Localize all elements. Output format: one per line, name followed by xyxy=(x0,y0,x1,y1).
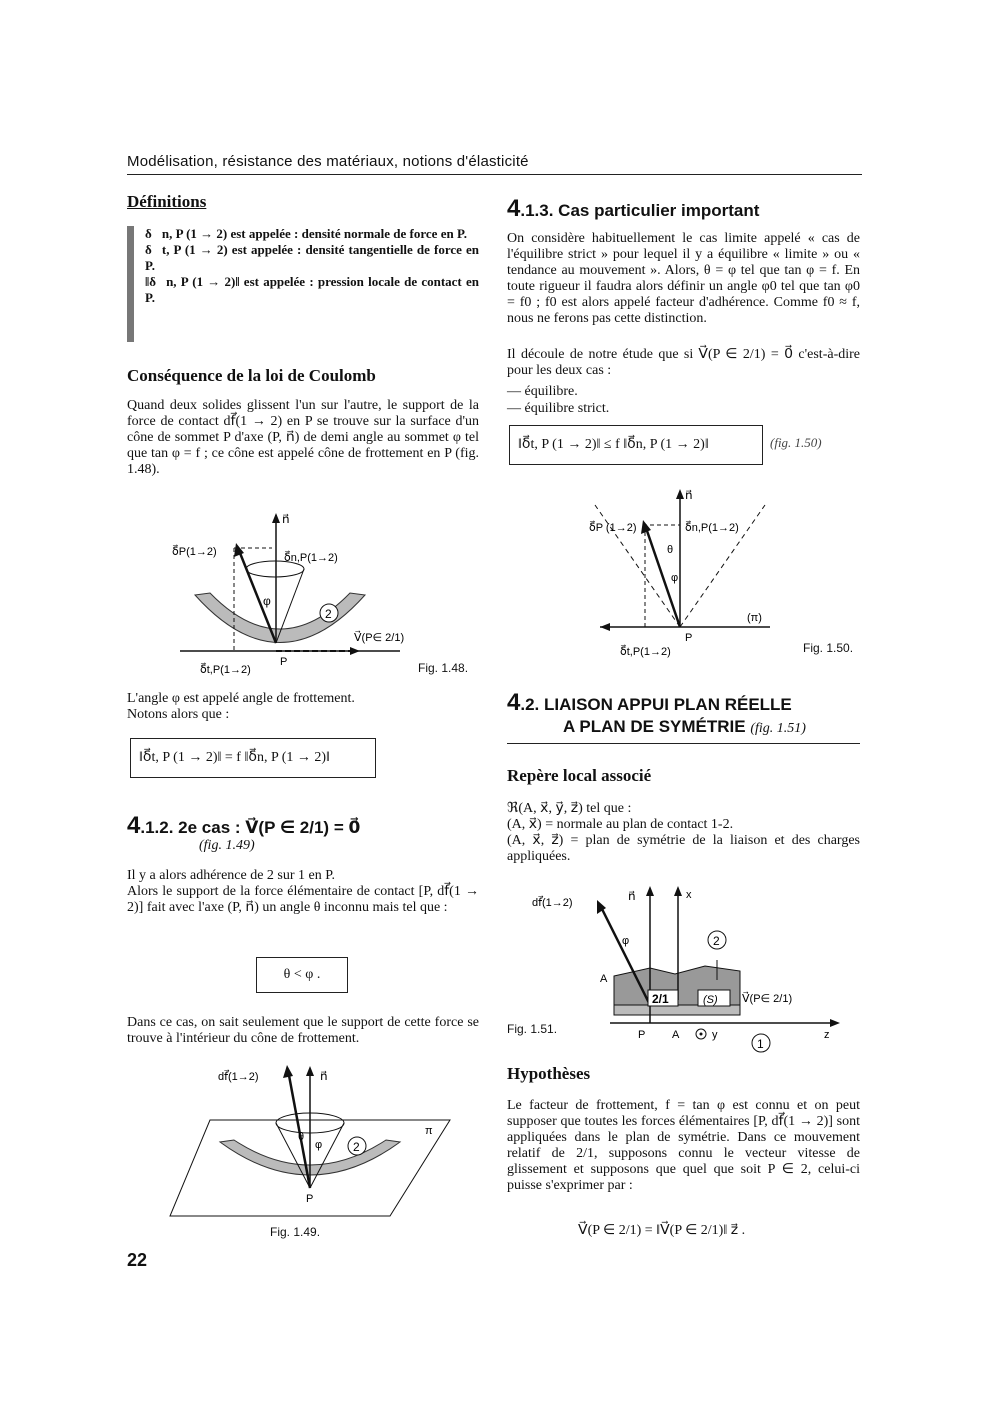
header-rule xyxy=(127,174,862,175)
label-x: x xyxy=(686,889,692,901)
repere-title: Repère local associé xyxy=(507,766,652,785)
label-2: 2 xyxy=(325,607,332,621)
equation-box-3: ‖δ⃗t, P (1 → 2)‖ ≤ f ‖δ⃗n, P (1 → 2)‖ xyxy=(509,425,763,465)
section-4-1-3-text-1: On considère habituellement le cas limite appelé « cas de l'équilibre strict » pour lequel il y a équilibre « limite » ou « tendance au mouvement ». Alors, θ = φ tel que tan φ = f. En toute rigueur il faudra alors définir un angle φ0 tel que tan φ0 = f0 ; f0 est alors appelé facteur d'adhérence. Comme f0 ≈ f, nous ne ferons pas cette distinction. xyxy=(507,231,860,326)
label-y: y xyxy=(712,1029,718,1041)
normal-arrowhead xyxy=(306,1066,314,1076)
case-equilibre: — équilibre. xyxy=(507,384,578,399)
section-4-2-rule xyxy=(507,743,860,744)
label-p: P xyxy=(685,632,693,644)
figure-1-51 xyxy=(530,880,860,1060)
label-dp: δ⃗P(1→2) xyxy=(172,546,217,558)
label-dtp: δ⃗t,P(1→2) xyxy=(200,664,251,676)
hypotheses-text: Le facteur de frottement, f = tan φ est connu et on peut supposer que toutes les forces élémentaires [P, df⃗(1 → 2)] sont appliquées dans le plan de symétrie. Dans ce mouvement relatif de 2/1, supposons connu le vecteur vitesse de glissement et supposons que quel que soit P ∈ 2, celui-ci puisse s'exprimer par : xyxy=(507,1098,860,1193)
section-4-1-3-text-2: Il découle de notre étude que si V⃗(P ∈ 2/1) = 0⃗ c'est-à-dire pour les deux cas : xyxy=(507,347,860,378)
y-axis-dot xyxy=(700,1033,703,1036)
case-2-text-1: Il y a alors adhérence de 2 sur 1 en P. xyxy=(127,868,335,883)
repere-line-3: (A, x⃗, z⃗) = plan de symétrie de la liaison et des charges appliquées. xyxy=(507,833,860,864)
label-v: V⃗(P∈ 2/1) xyxy=(354,632,405,644)
normal-arrowhead xyxy=(272,513,280,523)
label-a-bottom: A xyxy=(672,1029,680,1041)
case-2-heading xyxy=(127,812,360,841)
normal-arrowhead xyxy=(676,489,684,499)
label-theta: θ xyxy=(298,1131,305,1143)
label-dnp: δ⃗n,P(1→2) xyxy=(685,522,739,534)
equation-box-2: θ < φ . xyxy=(256,957,348,993)
equation-3-fig-ref: (fig. 1.50) xyxy=(770,435,822,450)
definition-normal: δ⃗n, P (1 → 2) est appelée : densité normale de force en P. xyxy=(145,226,467,241)
label-2: 2 xyxy=(353,1140,360,1154)
definition-tangential: δ⃗t, P (1 → 2) est appelée : densité tangentielle de force en P. xyxy=(145,242,479,273)
velocity-arrowhead xyxy=(350,647,360,655)
label-n: n⃗ xyxy=(320,1069,328,1083)
section-4-2-fig-ref: (fig. 1.51) xyxy=(750,721,806,736)
label-phi: φ xyxy=(622,935,630,947)
label-dnp: δ⃗n,P(1→2) xyxy=(284,552,338,564)
label-pi: π xyxy=(425,1125,433,1137)
z-arrowhead xyxy=(830,1019,840,1027)
label-n: n⃗ xyxy=(685,488,693,502)
case-equilibre-strict: — équilibre strict. xyxy=(507,401,610,416)
caption-fig-1-50: Fig. 1.50. xyxy=(803,641,854,655)
label-df: df⃗(1→2) xyxy=(218,1071,259,1083)
label-a: A xyxy=(600,973,608,985)
force-arrowhead xyxy=(641,520,651,534)
label-p: P xyxy=(306,1193,314,1205)
figure-1-50 xyxy=(585,485,785,660)
section-4-2-title-1: .2. LIAISON APPUI PLAN RÉELLE xyxy=(520,695,792,714)
notons-text: Notons alors que : xyxy=(127,707,230,722)
repere-line-2: (A, x⃗) = normale au plan de contact 1-2. xyxy=(507,817,734,832)
case-2-number: 4 xyxy=(127,812,141,839)
caption-fig-1-48: Fig. 1.48. xyxy=(418,661,469,675)
figure-1-49 xyxy=(160,1058,470,1228)
equation-4: V⃗(P ∈ 2/1) = ‖V⃗(P ∈ 2/1)‖ z⃗ . xyxy=(578,1223,746,1238)
label-n: n⃗ xyxy=(282,512,290,526)
definitions-bar xyxy=(127,226,134,342)
force-arrowhead xyxy=(234,543,244,557)
case-2-title: .1.2. 2e cas : V⃗(P ∈ 2/1) = 0⃗ xyxy=(140,818,361,837)
label-df: df⃗(1→2) xyxy=(532,897,573,909)
label-v: V⃗(P∈ 2/1) xyxy=(742,993,793,1005)
label-theta: θ xyxy=(667,544,674,556)
label-2: 2 xyxy=(713,934,720,948)
label-p: P xyxy=(280,656,288,668)
label-dp: δ⃗P (1→2) xyxy=(589,522,637,534)
label-n: n⃗ xyxy=(628,889,636,903)
figure-1-48 xyxy=(150,505,490,680)
case-2-text-2: Alors le support de la force élémentaire de contact [P, df⃗(1 → 2)] fait avec l'axe (P, n⃗) un angle θ inconnu mais tel que : xyxy=(127,884,479,915)
coulomb-text: Quand deux solides glissent l'un sur l'autre, le support de la force de contact df⃗(1 → 2) en P se trouve sur la surface d'un cône de sommet P d'axe (P, n⃗) de demi angle au sommet φ tel que tan φ = f ; ce cône est appelé cône de frottement en P (fig. 1.48). xyxy=(127,398,479,477)
tangent-arrowhead xyxy=(600,623,610,631)
label-z: z xyxy=(824,1029,830,1041)
section-4-2-number: 4 xyxy=(507,689,521,716)
label-1: 1 xyxy=(757,1037,764,1051)
repere-lines xyxy=(507,801,860,865)
definitions-title: Définitions xyxy=(127,192,207,211)
page-number: 22 xyxy=(127,1250,148,1270)
definition-pressure: ‖δ⃗n, P (1 → 2)‖ est appelée : pression locale de contact en P. xyxy=(145,274,479,305)
running-header: Modélisation, résistance des matériaux, notions d'élasticité xyxy=(127,153,529,170)
hypotheses-title: Hypothèses xyxy=(507,1064,591,1083)
label-phi: φ xyxy=(671,572,679,584)
caption-fig-1-49: Fig. 1.49. xyxy=(270,1225,321,1239)
section-4-1-3-number: 4 xyxy=(507,195,521,222)
section-4-2-title-2: A PLAN DE SYMÉTRIE xyxy=(563,717,746,736)
label-pi: (π) xyxy=(747,612,762,624)
label-p: P xyxy=(638,1029,646,1041)
normal-arrowhead xyxy=(646,886,654,896)
section-4-1-3-title: .1.3. Cas particulier important xyxy=(520,201,760,220)
case-2-text-3: Dans ce cas, on sait seulement que le support de cette force se trouve à l'intérieur du cône de frottement. xyxy=(127,1015,479,1046)
force-arrowhead xyxy=(283,1065,293,1078)
angle-text: L'angle φ est appelé angle de frottement. xyxy=(127,691,355,706)
label-dtp: δ⃗t,P(1→2) xyxy=(620,646,671,658)
label-phi: φ xyxy=(263,594,271,608)
label-s: (S) xyxy=(703,994,718,1006)
case-2-fig-ref: (fig. 1.49) xyxy=(199,838,255,853)
equation-box-1: ‖δ⃗t, P (1 → 2)‖ = f ‖δ⃗n, P (1 → 2)‖ xyxy=(130,738,376,778)
section-4-2-heading xyxy=(507,689,806,740)
label-phi: φ xyxy=(315,1139,323,1151)
caption-fig-1-51: Fig. 1.51. xyxy=(507,1022,558,1036)
x-arrowhead xyxy=(674,886,682,896)
contact-band xyxy=(195,593,365,643)
section-4-1-3-heading xyxy=(507,195,759,224)
label-2-1: 2/1 xyxy=(652,992,669,1006)
definitions-block xyxy=(145,226,479,306)
repere-line-1: ℜ(A, x⃗, y⃗, z⃗) tel que : xyxy=(507,801,632,816)
coulomb-title: Conséquence de la loi de Coulomb xyxy=(127,366,376,385)
